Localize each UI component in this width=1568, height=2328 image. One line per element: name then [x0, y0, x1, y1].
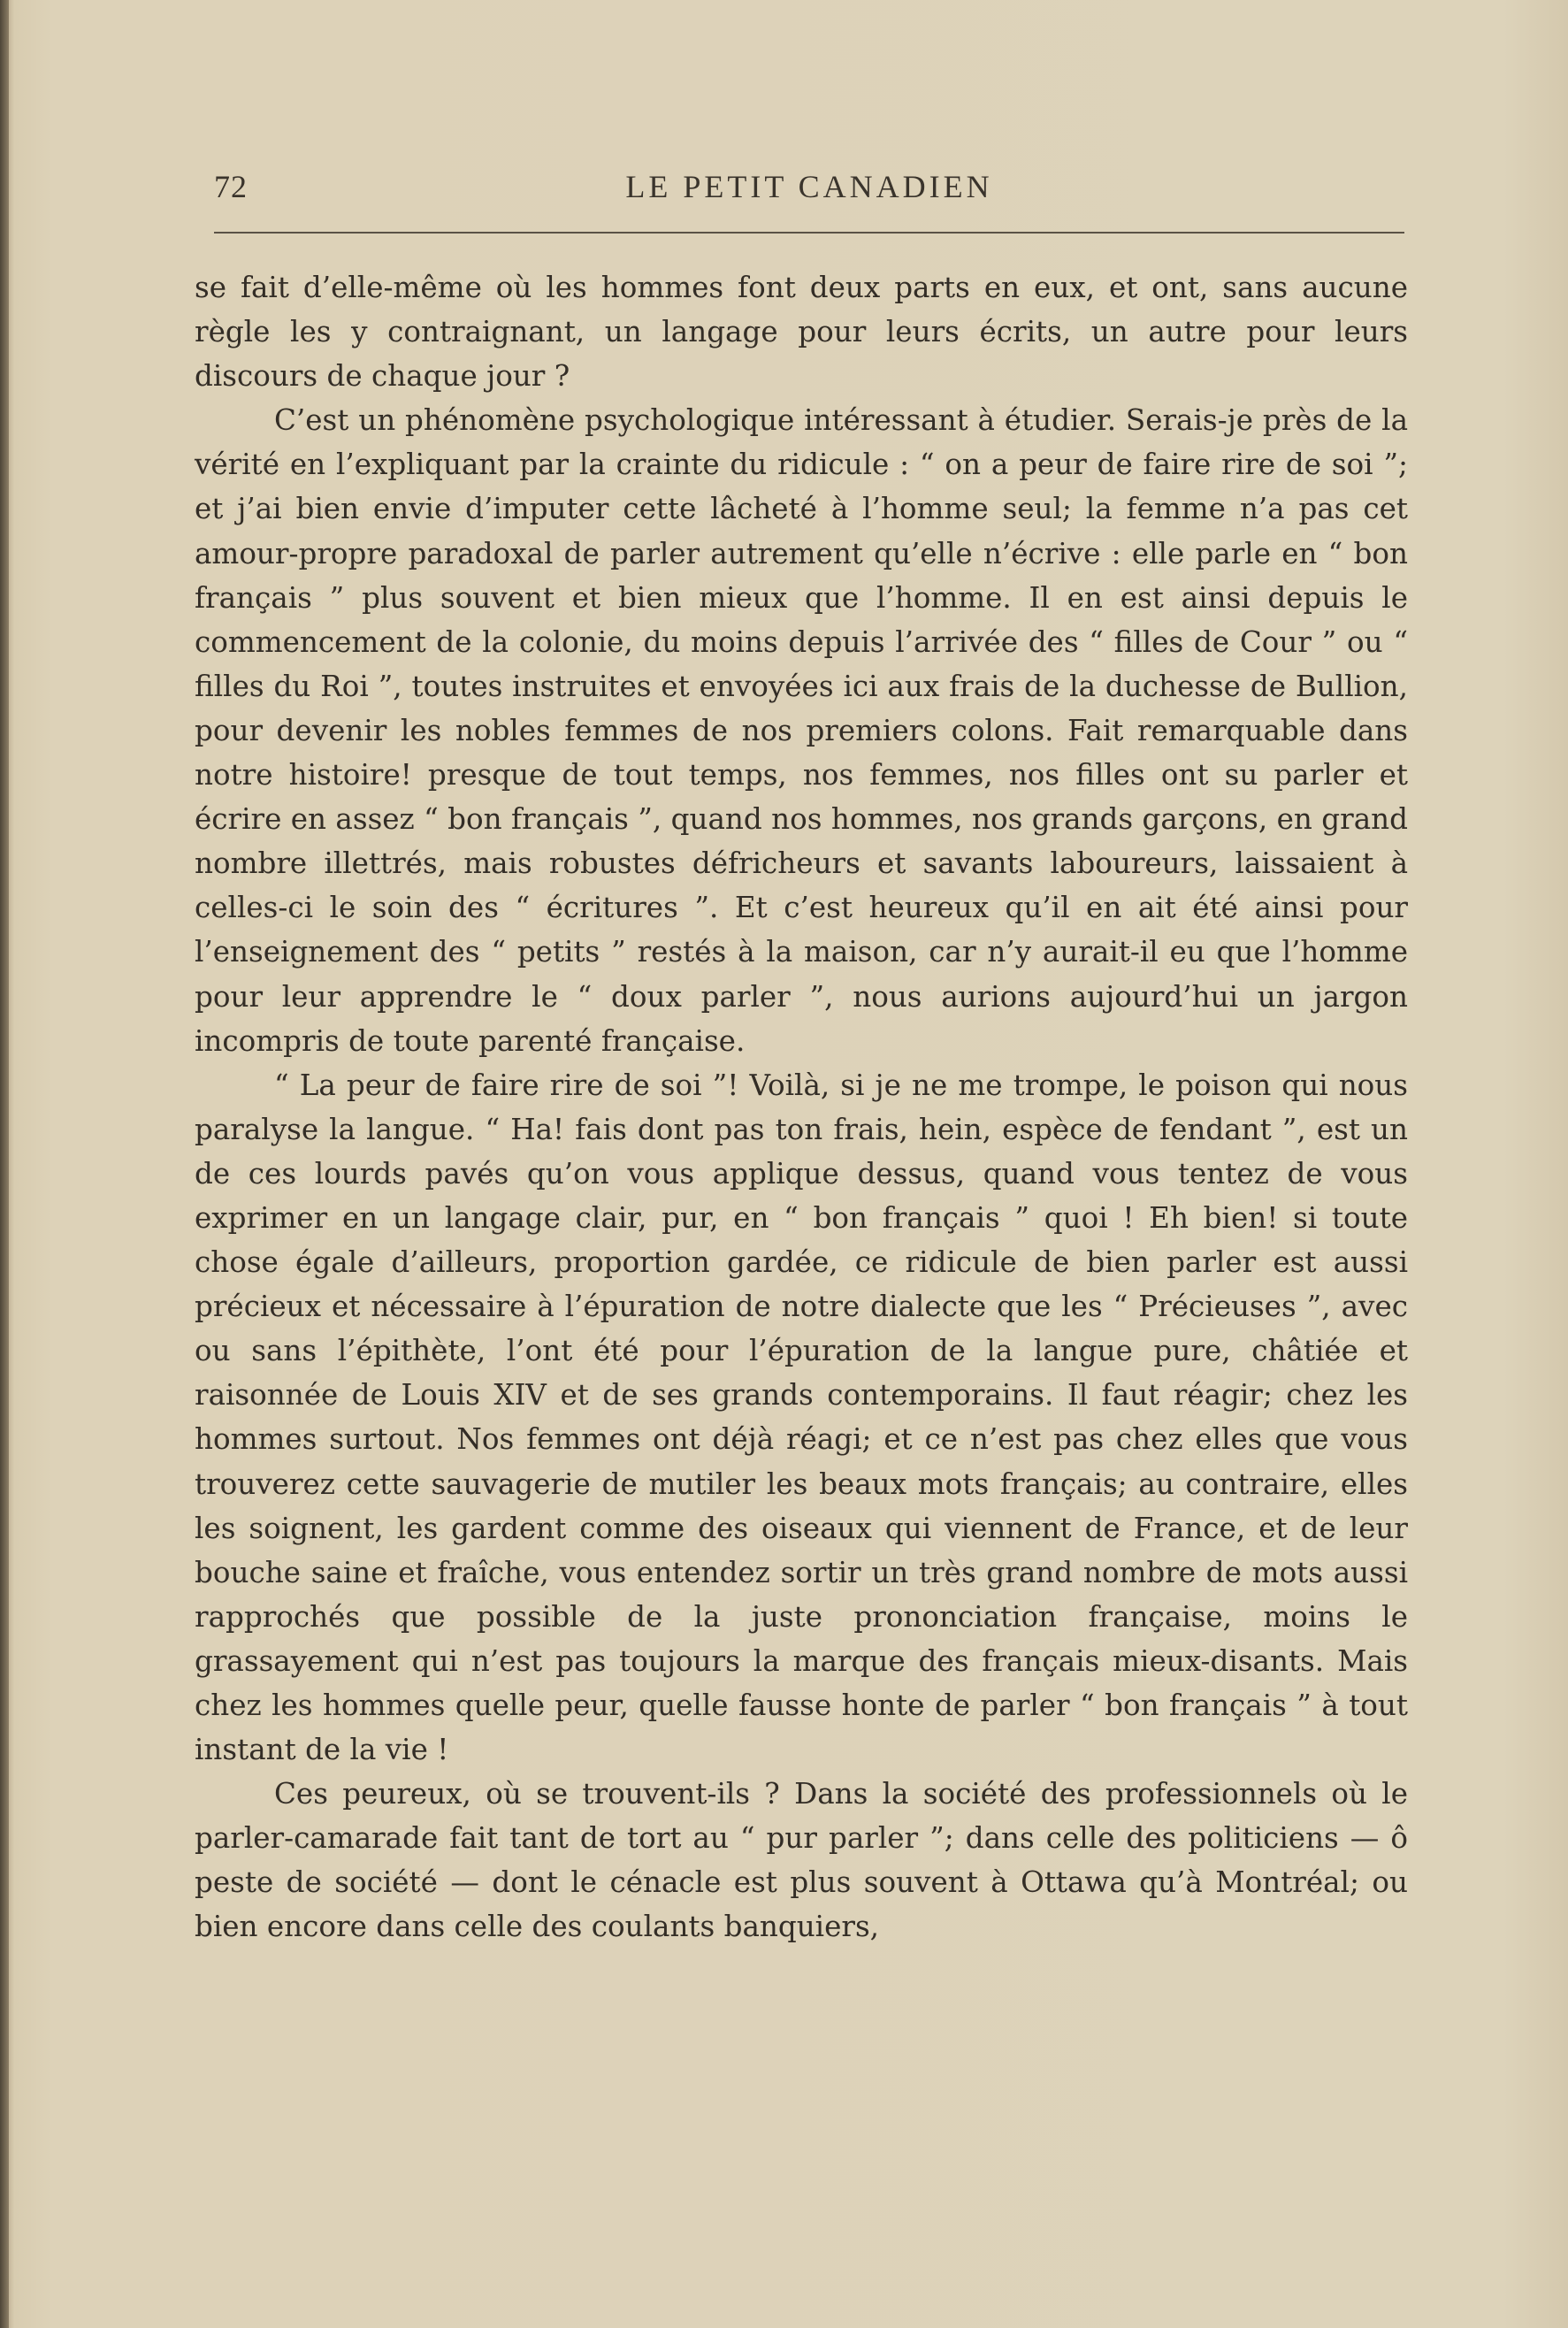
- page-number: 72: [214, 169, 248, 204]
- body-text: [195, 265, 1408, 1949]
- header-rule: [214, 232, 1404, 234]
- paragraph: C’est un phénomène psychologique intéressant à étudier. Serais-je près de la vérité en l’expliquant par la crainte du ridicule : “ on a peur de faire rire de soi ”; et j’ai bien envie d’imputer cette lâcheté à l’homme seul; la femme n’a pas cet amour-propre paradoxal de parler autrement qu’elle n’écrive : elle parle en “ bon français ” plus souvent et bien mieux que l’homme. Il en est ainsi depuis le commencement de la colonie, du moins depuis l’arrivée des “ filles de Cour ” ou “ filles du Roi ”, toutes instruites et envoyées ici aux frais de la duchesse de Bullion, pour devenir les nobles femmes de nos premiers colons. Fait remarquable dans notre histoire! presque de tout temps, nos femmes, nos filles ont su parler et écrire en assez “ bon français ”, quand nos hommes, nos grands garçons, en grand nombre illettrés, mais robustes défricheurs et savants laboureurs, laissaient à celles-ci le soin des “ écritures ”. Et c’est heureux qu’il en ait été ainsi pour l’enseignement des “ petits ” restés à la maison, car n’y aurait-il eu que l’homme pour leur apprendre le “ doux parler ”, nous aurions aujourd’hui un jargon incompris de toute parenté française.: [195, 403, 1408, 1058]
- paragraph: “ La peur de faire rire de soi ”! Voilà, si je ne me trompe, le poison qui nous paralyse la langue. “ Ha! fais dont pas ton frais, hein, espèce de fendant ”, est un de ces lourds pavés qu’on vous applique dessus, quand vous tentez de vous exprimer en un langage clair, pur, en “ bon français ” quoi ! Eh bien! si toute chose égale d’ailleurs, proportion gardée, ce ridicule de bien parler est aussi précieux et nécessaire à l’épuration de notre dialecte que les “ Précieuses ”, avec ou sans l’épithète, l’ont été pour l’épuration de la langue pure, châtiée et raisonnée de Louis XIV et de ses grands contemporains. Il faut réagir; chez les hommes surtout. Nos femmes ont déjà réagi; et ce n’est pas chez elles que vous trouverez cette sauvagerie de mutiler les beaux mots français; au contraire, elles les soignent, les gardent comme des oiseaux qui viennent de France, et de leur bouche saine et fraîche, vous entendez sortir un très grand nombre de mots aussi rapprochés que possible de la juste prononciation française, moins le grassayement qui n’est pas toujours la marque des français mieux-disants. Mais chez les hommes quelle peur, quelle fausse honte de parler “ bon français ” à tout instant de la vie !: [195, 1068, 1408, 1767]
- running-head: [214, 168, 1404, 212]
- paragraph: se fait d’elle-même où les hommes font deux parts en eux, et ont, sans aucune règle les y contraignant, un langage pour leurs écrits, un autre pour leurs discours de chaque jour ?: [195, 271, 1408, 394]
- paragraph: Ces peureux, où se trouvent-ils ? Dans la société des professionnels où le parler-camarade fait tant de tort au “ pur parler ”; dans celle des politiciens — ô peste de société — dont le cénacle est plus souvent à Ottawa qu’à Montréal; ou bien encore dans celle des coulants banquiers,: [195, 1777, 1408, 1944]
- running-title: LE PETIT CANADIEN: [625, 169, 993, 204]
- page-binding-edge: [0, 0, 9, 2328]
